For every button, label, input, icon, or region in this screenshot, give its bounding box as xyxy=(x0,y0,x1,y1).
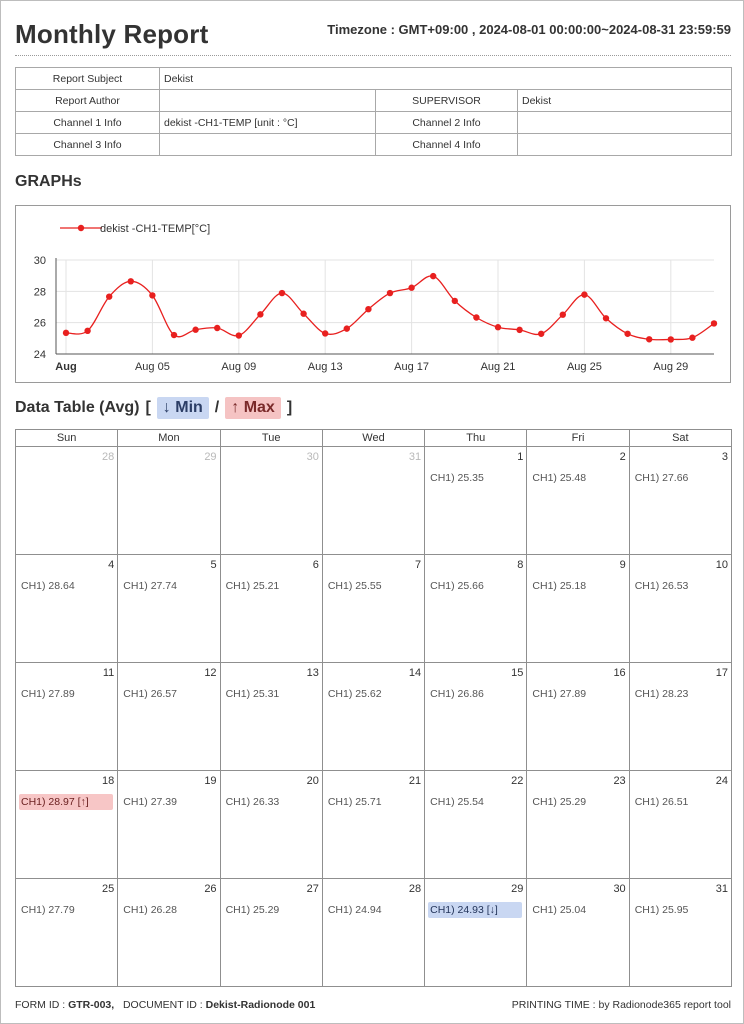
day-value: CH1) 28.64 xyxy=(21,580,75,592)
calendar-day-cell xyxy=(527,879,629,987)
form-id-label: FORM ID : xyxy=(15,999,69,1011)
calendar-day-cell xyxy=(220,447,322,555)
y-tick-label: 24 xyxy=(33,349,46,361)
data-point xyxy=(430,273,436,279)
data-point xyxy=(452,298,458,304)
page-title: Monthly Report xyxy=(15,19,209,49)
report-subject-value: Dekist xyxy=(160,68,732,90)
x-tick-label: Aug 25 xyxy=(566,361,602,373)
calendar-day-cell xyxy=(118,771,220,879)
channel3-value xyxy=(160,134,376,156)
day-value: CH1) 27.79 xyxy=(21,904,75,916)
document-id-label: DOCUMENT ID : xyxy=(122,999,206,1011)
data-point xyxy=(365,306,371,312)
day-number: 15 xyxy=(511,667,524,679)
calendar-day-cell xyxy=(629,663,731,771)
calendar-day-cell xyxy=(322,879,424,987)
monthly-calendar-table xyxy=(15,429,732,987)
day-value: CH1) 25.66 xyxy=(430,580,484,592)
channel2-value xyxy=(518,112,732,134)
calendar-day-cell xyxy=(527,555,629,663)
calendar-day-cell xyxy=(629,771,731,879)
day-number: 10 xyxy=(715,559,728,571)
data-point xyxy=(322,330,328,336)
y-tick-label: 28 xyxy=(33,286,46,299)
day-value: CH1) 25.29 xyxy=(225,904,280,916)
channel4-label: Channel 4 Info xyxy=(376,134,518,156)
day-value: CH1) 25.95 xyxy=(634,904,689,916)
x-tick-label: Aug 21 xyxy=(480,361,516,373)
day-value: CH1) 25.62 xyxy=(327,688,382,700)
calendar-day-cell xyxy=(16,555,118,663)
weekday-header: Thu xyxy=(425,430,527,447)
data-point xyxy=(63,330,69,336)
day-number: 1 xyxy=(517,451,524,463)
channel4-value xyxy=(518,134,732,156)
data-point xyxy=(516,327,522,333)
calendar-day-cell xyxy=(16,663,118,771)
calendar-day-cell xyxy=(220,771,322,879)
data-point xyxy=(300,311,306,317)
calendar-day-cell xyxy=(16,771,118,879)
form-id-value: GTR-003, xyxy=(68,999,115,1011)
calendar-day-cell xyxy=(118,663,220,771)
day-number: 18 xyxy=(102,775,115,787)
data-point xyxy=(581,291,587,297)
legend-slash: / xyxy=(214,399,220,416)
day-number: 27 xyxy=(306,883,319,895)
day-number: 30 xyxy=(306,451,319,463)
supervisor-value: Dekist xyxy=(518,90,732,112)
day-number: 22 xyxy=(511,775,524,787)
data-point xyxy=(668,336,674,342)
calendar-day-cell xyxy=(629,555,731,663)
calendar-day-cell xyxy=(527,663,629,771)
day-number: 25 xyxy=(102,883,115,895)
calendar-day-cell xyxy=(322,771,424,879)
graphs-title: GRAPHs xyxy=(15,173,82,190)
calendar-day-cell xyxy=(629,447,731,555)
weekday-header: Fri xyxy=(527,430,629,447)
x-tick-label: Aug 29 xyxy=(653,361,689,373)
day-value: CH1) 25.21 xyxy=(225,580,280,592)
data-point xyxy=(84,328,90,334)
data-point xyxy=(279,290,285,296)
day-value: CH1) 25.31 xyxy=(225,688,280,700)
day-number: 30 xyxy=(613,883,626,895)
supervisor-label: SUPERVISOR xyxy=(376,90,518,112)
channel1-label: Channel 1 Info xyxy=(16,112,160,134)
data-point xyxy=(387,290,393,296)
calendar-week-row xyxy=(16,555,732,663)
calendar-day-cell xyxy=(527,447,629,555)
x-tick-label: Aug 05 xyxy=(134,361,170,373)
legend-marker xyxy=(78,225,84,231)
day-number: 4 xyxy=(108,559,115,571)
day-number: 28 xyxy=(102,451,115,463)
day-value: CH1) 25.29 xyxy=(532,796,587,808)
bracket-open: [ xyxy=(145,399,151,416)
day-number: 3 xyxy=(721,451,728,463)
weekday-header: Tue xyxy=(220,430,322,447)
printing-time: PRINTING TIME : by Radionode365 report tool xyxy=(511,999,731,1011)
calendar-week-row xyxy=(16,771,732,879)
data-point xyxy=(149,292,155,298)
data-table-title xyxy=(15,397,292,419)
day-number: 13 xyxy=(306,667,319,679)
day-number: 6 xyxy=(312,559,319,571)
document-id-value: Dekist-Radionode 001 xyxy=(205,999,316,1011)
x-tick-label: Aug xyxy=(55,361,77,373)
series-line xyxy=(66,276,714,340)
report-subject-label: Report Subject xyxy=(16,68,160,90)
calendar-day-cell xyxy=(527,771,629,879)
weekday-header: Sun xyxy=(16,430,118,447)
channel2-label: Channel 2 Info xyxy=(376,112,518,134)
day-number: 26 xyxy=(204,883,217,895)
data-table-title-text: Data Table (Avg) xyxy=(15,399,140,416)
x-tick-label: Aug 17 xyxy=(394,361,430,373)
x-tick-label: Aug 13 xyxy=(307,361,343,373)
data-point xyxy=(171,332,177,338)
day-number: 5 xyxy=(210,559,217,571)
calendar-day-cell xyxy=(118,555,220,663)
data-point xyxy=(711,320,717,326)
day-number: 28 xyxy=(408,883,422,895)
day-number: 12 xyxy=(204,667,217,679)
calendar-day-cell xyxy=(220,879,322,987)
data-point xyxy=(538,331,544,337)
day-value: CH1) 26.53 xyxy=(634,580,689,592)
day-value: CH1) 26.51 xyxy=(634,796,689,808)
day-value: CH1) 25.04 xyxy=(532,904,587,916)
data-point xyxy=(495,324,501,330)
data-point xyxy=(236,332,242,338)
day-value: CH1) 26.33 xyxy=(225,796,280,808)
day-number: 31 xyxy=(715,883,728,895)
day-number: 24 xyxy=(715,775,728,787)
data-point xyxy=(689,335,695,341)
day-number: 9 xyxy=(619,559,626,571)
report-info-table xyxy=(15,67,732,156)
bracket-close: ] xyxy=(286,399,293,416)
calendar-day-cell xyxy=(425,771,527,879)
calendar-day-cell xyxy=(220,555,322,663)
report-author-value xyxy=(160,90,376,112)
day-value-max: CH1) 28.97 [↑] xyxy=(19,794,113,810)
day-value: CH1) 27.74 xyxy=(123,580,177,592)
data-point xyxy=(106,293,112,299)
day-number: 14 xyxy=(408,667,422,679)
day-number: 29 xyxy=(511,883,524,895)
calendar-day-cell xyxy=(322,555,424,663)
footer-ids xyxy=(15,999,315,1011)
calendar-day-cell xyxy=(118,447,220,555)
day-value: CH1) 26.57 xyxy=(123,688,177,700)
calendar-day-cell xyxy=(16,879,118,987)
calendar-day-cell xyxy=(629,879,731,987)
calendar-day-cell xyxy=(425,663,527,771)
weekday-header: Wed xyxy=(322,430,424,447)
data-point xyxy=(192,327,198,333)
data-point xyxy=(603,315,609,321)
day-number: 16 xyxy=(613,667,626,679)
timezone-range: Timezone : GMT+09:00 , 2024-08-01 00:00:00~2024-08-31 23:59:59 xyxy=(327,22,731,37)
day-value: CH1) 27.89 xyxy=(532,688,587,700)
data-point xyxy=(624,331,630,337)
day-value: CH1) 25.71 xyxy=(327,796,382,808)
max-legend-badge: ↑ Max xyxy=(225,397,281,419)
data-point xyxy=(128,278,134,284)
temperature-line-chart xyxy=(16,206,730,382)
calendar-day-cell xyxy=(118,879,220,987)
data-point xyxy=(257,311,263,317)
y-tick-label: 30 xyxy=(33,255,46,267)
day-number: 19 xyxy=(204,775,217,787)
day-value: CH1) 25.55 xyxy=(327,580,382,592)
day-value: CH1) 25.48 xyxy=(532,472,587,484)
day-number: 29 xyxy=(204,451,217,463)
calendar-week-row xyxy=(16,447,732,555)
day-value: CH1) 28.23 xyxy=(634,688,689,700)
day-value: CH1) 24.94 xyxy=(327,904,382,916)
day-value-min: CH1) 24.93 [↓] xyxy=(428,902,522,918)
report-author-label: Report Author xyxy=(16,90,160,112)
day-number: 11 xyxy=(102,667,115,679)
day-value: CH1) 25.35 xyxy=(430,472,484,484)
weekday-header: Mon xyxy=(118,430,220,447)
data-point xyxy=(560,311,566,317)
channel1-value: dekist -CH1-TEMP [unit : °C] xyxy=(160,112,376,134)
channel3-label: Channel 3 Info xyxy=(16,134,160,156)
day-number: 20 xyxy=(306,775,319,787)
data-point xyxy=(646,336,652,342)
weekday-header-row xyxy=(16,430,732,447)
day-value: CH1) 26.86 xyxy=(430,688,484,700)
legend-label: dekist -CH1-TEMP[°C] xyxy=(100,223,211,235)
day-value: CH1) 27.89 xyxy=(21,688,75,700)
y-tick-label: 26 xyxy=(33,317,46,330)
day-value: CH1) 25.54 xyxy=(430,796,484,808)
day-number: 17 xyxy=(715,667,728,679)
calendar-week-row xyxy=(16,663,732,771)
day-value: CH1) 27.39 xyxy=(123,796,177,808)
data-point xyxy=(214,325,220,331)
calendar-day-cell xyxy=(425,555,527,663)
calendar-day-cell xyxy=(322,663,424,771)
calendar-day-cell xyxy=(16,447,118,555)
day-number: 21 xyxy=(408,775,422,787)
min-legend-badge: ↓ Min xyxy=(157,397,209,419)
data-point xyxy=(344,325,350,331)
day-number: 31 xyxy=(408,451,422,463)
day-number: 2 xyxy=(619,451,626,463)
day-value: CH1) 27.66 xyxy=(634,472,689,484)
data-point xyxy=(473,314,479,320)
calendar-day-cell xyxy=(425,879,527,987)
calendar-week-row xyxy=(16,879,732,987)
data-point xyxy=(408,285,414,291)
day-value: CH1) 26.28 xyxy=(123,904,177,916)
calendar-day-cell xyxy=(322,447,424,555)
day-number: 7 xyxy=(415,559,422,571)
day-number: 23 xyxy=(613,775,626,787)
graph-panel xyxy=(15,205,731,383)
day-value: CH1) 25.18 xyxy=(532,580,587,592)
calendar-day-cell xyxy=(425,447,527,555)
x-tick-label: Aug 09 xyxy=(221,361,257,373)
calendar-day-cell xyxy=(220,663,322,771)
report-header xyxy=(15,13,731,56)
weekday-header: Sat xyxy=(629,430,731,447)
day-number: 8 xyxy=(517,559,524,571)
